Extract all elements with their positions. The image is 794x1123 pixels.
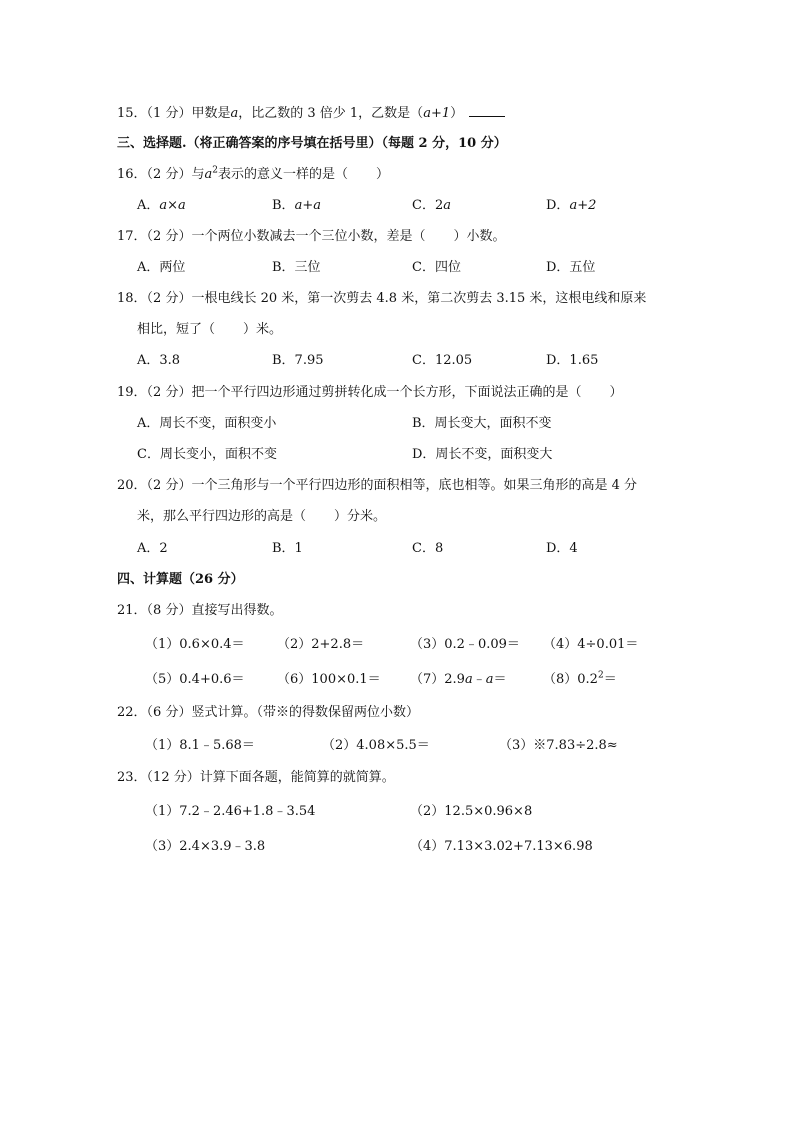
question-18 [117, 290, 646, 308]
variable: a [464, 672, 473, 687]
question-16 [117, 166, 389, 184]
text: 竖式计算。（带※的得数保留两位小数） [191, 705, 419, 720]
text: ＝ [493, 672, 507, 687]
option-expr: a+2 [569, 198, 597, 213]
text: ） [375, 167, 389, 182]
question-number: 23． [117, 770, 147, 785]
option-a[interactable] [137, 197, 186, 215]
section-3-title: 三、选择题.（将正确答案的序号填在括号里）（每题 2 分，10 分） [117, 136, 507, 151]
option-c[interactable]: C．四位 [412, 260, 461, 275]
question-number: 16． [117, 167, 147, 182]
exponent: 2 [212, 165, 218, 176]
calc-item: （3）※7.83÷2.8≈ [499, 738, 618, 753]
option-label: C． [412, 198, 435, 213]
option-d[interactable]: D．4 [546, 541, 578, 556]
option-label: D． [546, 198, 570, 213]
text: 一个三角形与一个平行四边形的面积相等，底也相等。如果三角形的高是 4 分 [191, 478, 637, 493]
option-b[interactable] [272, 197, 321, 215]
text: 表示的意义一样的是（ [217, 167, 348, 182]
option-a[interactable]: A．周长不变，面积变小 [137, 416, 277, 431]
text: ）分米。 [334, 509, 387, 524]
question-19 [117, 384, 622, 402]
text: 直接写出得数。 [191, 603, 283, 618]
question-score: （2 分） [146, 478, 192, 493]
text: 米，那么平行四边形的高是（ [137, 509, 307, 524]
calc-item: （1）8.1﹣5.68＝ [145, 738, 255, 753]
option-d[interactable]: D．1.65 [546, 353, 599, 368]
text: （7）2.9 [410, 672, 465, 687]
text: （8）0.2 [543, 672, 598, 687]
question-number: 20． [117, 478, 147, 493]
calc-item: （1）7.2﹣2.46+1.8﹣3.54 [145, 804, 316, 819]
variable: a [204, 167, 213, 182]
option-expr: a+a [294, 198, 321, 213]
question-score: （6 分） [146, 705, 192, 720]
option-c[interactable] [412, 197, 451, 215]
option-coef: 2 [434, 198, 444, 213]
option-expr: a×a [159, 198, 186, 213]
question-20-line2 [137, 508, 386, 526]
question-23 [117, 769, 395, 787]
option-c[interactable]: C．8 [412, 541, 444, 556]
variable: a [230, 106, 239, 121]
question-20 [117, 477, 637, 495]
question-number: 17． [117, 229, 147, 244]
calc-item: （6）100×0.1＝ [277, 672, 381, 687]
text: ，比乙数的 3 倍少 1，乙数是（ [238, 106, 424, 121]
question-17 [117, 228, 505, 246]
option-expr: a [443, 198, 451, 213]
text: ﹣ [472, 672, 486, 687]
calc-item: （2）4.08×5.5＝ [322, 738, 430, 753]
answer-blank[interactable] [469, 104, 505, 117]
question-22 [117, 704, 419, 722]
question-21 [117, 602, 282, 620]
variable: a [485, 672, 494, 687]
option-b[interactable]: B．1 [272, 541, 303, 556]
option-d[interactable] [546, 197, 596, 215]
option-b[interactable]: B．周长变大，面积不变 [412, 416, 552, 431]
text: ）小数。 [453, 229, 506, 244]
option-a[interactable]: A．3.8 [137, 353, 181, 368]
option-c[interactable]: C．12.05 [412, 353, 473, 368]
calc-item: （1）0.6×0.4＝ [145, 637, 245, 652]
text: ＝ [603, 672, 617, 687]
text: 相比，短了（ [137, 322, 216, 337]
option-label: A． [137, 198, 160, 213]
text: ） [450, 106, 464, 121]
calc-item: （2）2+2.8＝ [277, 637, 365, 652]
question-18-line2 [137, 321, 282, 339]
question-score: （12 分） [146, 770, 200, 785]
question-number: 22． [117, 705, 147, 720]
option-d[interactable]: D．五位 [546, 260, 596, 275]
section-4-title: 四、计算题（26 分） [117, 572, 244, 587]
question-number: 18． [117, 291, 147, 306]
option-d[interactable]: D．周长不变，面积变大 [412, 447, 553, 462]
question-score: （2 分） [146, 291, 192, 306]
text: ）米。 [243, 322, 283, 337]
calc-item: （3）2.4×3.9﹣3.8 [145, 839, 266, 854]
question-score: （2 分） [146, 229, 192, 244]
text: 计算下面各题，能简算的就简算。 [199, 770, 395, 785]
expression: a+1 [423, 106, 451, 121]
calc-item: （2）12.5×0.96×8 [410, 804, 533, 819]
question-score: （8 分） [146, 603, 192, 618]
question-score: （2 分） [146, 385, 192, 400]
calc-item [410, 671, 507, 689]
option-a[interactable]: A．2 [137, 541, 168, 556]
option-a[interactable]: A．两位 [137, 260, 186, 275]
calc-item: （4）4÷0.01＝ [543, 637, 639, 652]
option-label: B． [272, 198, 295, 213]
text: 一根电线长 20 米，第一次剪去 4.8 米，第二次剪去 3.15 米，这根电线和原来 [191, 291, 647, 306]
text: ） [609, 385, 623, 400]
text: 把一个平行四边形通过剪拼转化成一个长方形，下面说法正确的是（ [191, 385, 582, 400]
option-b[interactable]: B．三位 [272, 260, 321, 275]
calc-item: （4）7.13×3.02+7.13×6.98 [410, 839, 593, 854]
calc-item: （3）0.2﹣0.09＝ [410, 637, 520, 652]
question-score: （2 分） [146, 167, 192, 182]
text: 甲数是 [191, 106, 231, 121]
calc-item [543, 671, 617, 689]
text: 一个两位小数减去一个三位小数，差是（ [191, 229, 426, 244]
text: 与 [191, 167, 205, 182]
question-number: 15． [117, 106, 147, 121]
option-c[interactable]: C．周长变小，面积不变 [137, 447, 277, 462]
option-b[interactable]: B．7.95 [272, 353, 324, 368]
calc-item: （5）0.4+0.6＝ [145, 672, 245, 687]
exponent: 2 [597, 670, 604, 681]
question-score: （1 分） [146, 106, 192, 121]
question-number: 21． [117, 603, 147, 618]
question-15 [117, 104, 505, 123]
question-number: 19． [117, 385, 147, 400]
